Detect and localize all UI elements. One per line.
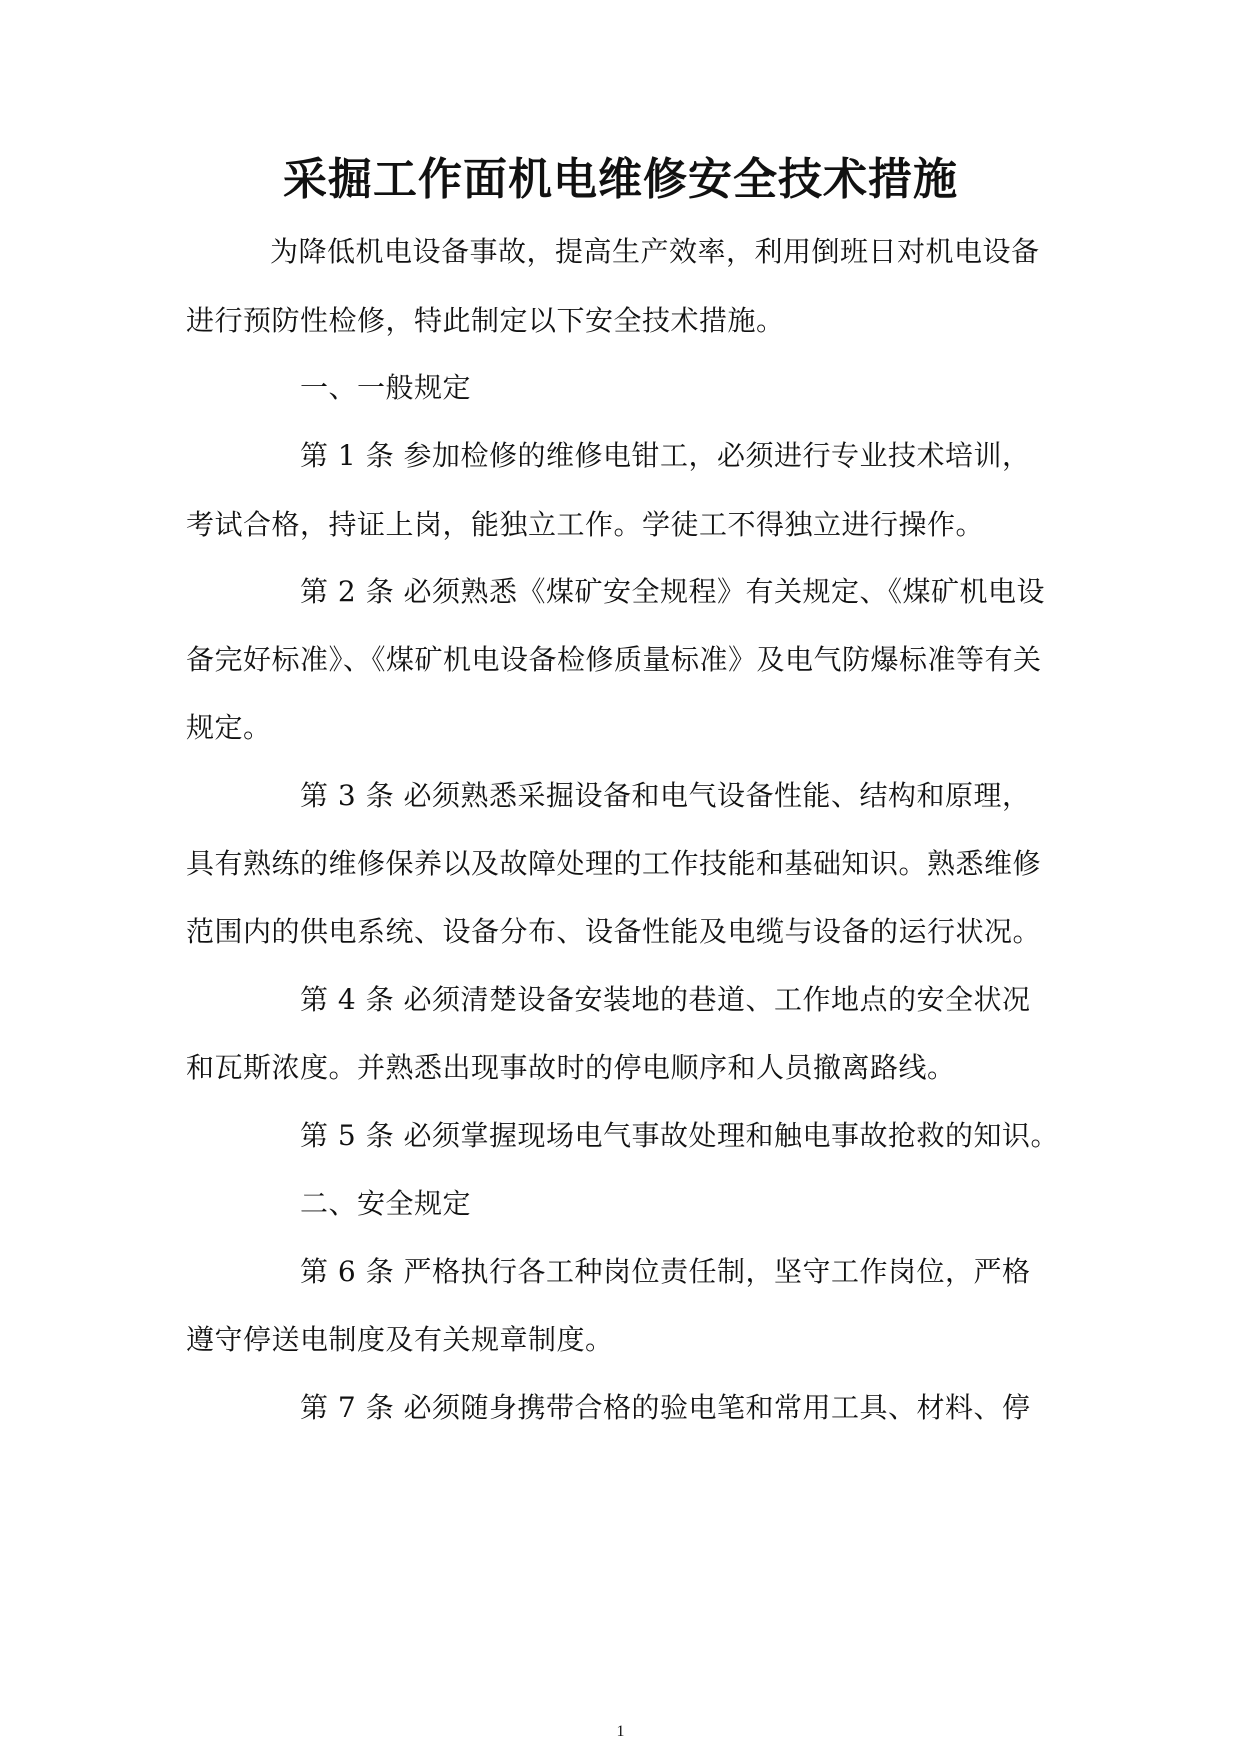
paragraph-line: 遵守停送电制度及有关规章制度。: [186, 1323, 614, 1356]
paragraph-line: 第 2 条 必须熟悉《煤矿安全规程》有关规定、《煤矿机电设: [300, 575, 1046, 608]
section-heading: 一、一般规定: [300, 371, 472, 404]
paragraph-line: 规定。: [186, 711, 272, 744]
paragraph-line: 第 4 条 必须清楚设备安装地的巷道、工作地点的安全状况: [300, 983, 1031, 1016]
page-number: 1: [616, 1723, 625, 1740]
paragraph-line: 第 5 条 必须掌握现场电气事故处理和触电事故抢救的知识。: [300, 1119, 1060, 1152]
paragraph-line: 备完好标准》、《煤矿机电设备检修质量标准》及电气防爆标准等有关: [186, 643, 1042, 676]
section-heading: 二、安全规定: [300, 1187, 472, 1220]
paragraph-line: 为降低机电设备事故，提高生产效率，利用倒班日对机电设备: [270, 235, 1040, 268]
paragraph-line: 第 3 条 必须熟悉采掘设备和电气设备性能、结构和原理，: [300, 779, 1031, 812]
paragraph-line: 第 7 条 必须随身携带合格的验电笔和常用工具、材料、停: [300, 1391, 1031, 1424]
paragraph-line: 范围内的供电系统、设备分布、设备性能及电缆与设备的运行状况。: [186, 915, 1042, 948]
paragraph-line: 第 6 条 严格执行各工种岗位责任制，坚守工作岗位，严格: [300, 1255, 1031, 1288]
paragraph-line: 考试合格，持证上岗，能独立工作。学徒工不得独立进行操作。: [186, 508, 985, 541]
paragraph-line: 第 1 条 参加检修的维修电钳工，必须进行专业技术培训，: [300, 439, 1031, 472]
paragraph-line: 和瓦斯浓度。并熟悉出现事故时的停电顺序和人员撤离路线。: [186, 1051, 956, 1084]
paragraph-line: 进行预防性检修，特此制定以下安全技术措施。: [186, 304, 785, 337]
paragraph-line: 具有熟练的维修保养以及故障处理的工作技能和基础知识。熟悉维修: [186, 847, 1042, 880]
document-title: 采掘工作面机电维修安全技术措施: [283, 154, 958, 205]
